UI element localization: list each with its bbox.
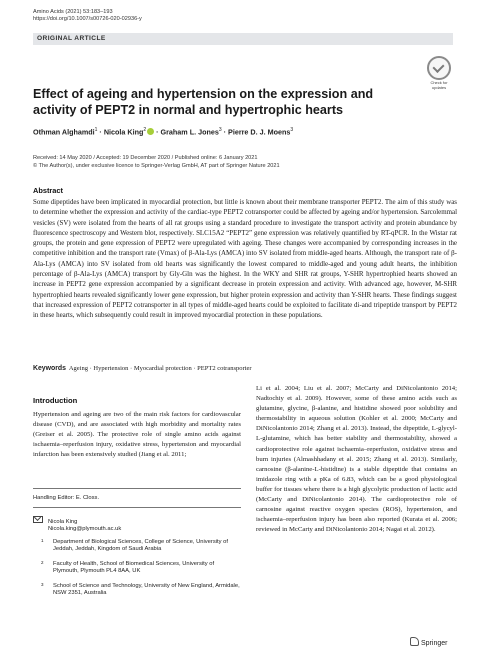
mail-icon bbox=[33, 516, 43, 523]
affiliation-item bbox=[33, 539, 241, 554]
introduction-heading: Introduction bbox=[33, 396, 78, 405]
affiliation-number: 2 bbox=[41, 560, 44, 565]
badge-line1: Check for bbox=[430, 80, 448, 85]
footnote-divider bbox=[33, 507, 241, 508]
journal-name-line: Amino Acids (2021) 53:183–193 bbox=[33, 9, 113, 15]
doi-link[interactable]: https://doi.org/10.1007/s00726-020-02936-y bbox=[33, 16, 142, 22]
introduction-right-column: Li et al. 2004; Liu et al. 2007; McCarty and DiNicolantonio 2014; Nadtochiy et al. 2009). However, some of these amino acids such as glutamine, glycine, β-alanine, and histidine showed poor solubility and thermostability in aqueous solution (Kohler et al. 2000; McCarty and DiNicolantonio 2014; Zhang et al. 2013). Instead, the dipeptide, L-glycyl-L-glutamine, which has better stability and thermostability, showed a cardioprotective role against ischaemia–reperfusion, oxidative stress and burn injuries (Almashhadany et al. 2015; Zhang et al. 2013). Similarly, carnosine (β-alanine-L-histidine) is a stable dipeptide that contains an imidazole ring with a pKa of 6.83, which can be a good physiological buffer for tissues where there is a high glycolytic production of lactic acid (McCarty and DiNicolantonio 2014). The cardioprotective role of carnosine against reactive oxygen species (ROS), hypertension, and ischaemia–reperfusion injury has been also reported (Kurata et al. 2006; reviewed in McCarty and DiNicolantonio 2014; Nagai et al. 2012). bbox=[256, 385, 457, 534]
check-updates-icon bbox=[427, 56, 451, 80]
journal-header bbox=[33, 9, 142, 23]
affiliation-number: 3 bbox=[41, 582, 44, 587]
footnote-divider bbox=[33, 488, 241, 489]
article-type-label: ORIGINAL ARTICLE bbox=[37, 35, 106, 42]
author-affiliation-sup: 1 bbox=[94, 127, 98, 133]
keywords bbox=[33, 365, 457, 372]
publication-dates bbox=[33, 155, 280, 170]
author-name[interactable]: Pierre D. J. Moens bbox=[228, 127, 291, 137]
affiliation-item bbox=[33, 561, 241, 576]
author-name[interactable]: Nicola King bbox=[103, 127, 144, 137]
author-affiliation-sup: 3 bbox=[290, 127, 294, 133]
publisher-logo bbox=[410, 637, 447, 647]
author-name[interactable]: Othman Alghamdi bbox=[33, 127, 95, 137]
handling-editor: Handling Editor: E. Closs. bbox=[33, 495, 100, 501]
abstract-text: Some dipeptides have been implicated in myocardial protection, but little is known about their membrane transporter PEPT2. The aim of this study was to determine whether the expression and activity of the cardiac-type PEPT2 cotransporter could be affected by ageing and/or hypertension. Sarcolemmal vesicles (SV) were isolated from the hearts of all rat groups using a standard procedure to investigate the transport activity and protein abundance by fluorescence spectroscopy and Western blot, respectively. SLC15A2 “PEPT2” gene expression was relatively quantified by RT-qPCR. In the Wistar rat groups, the protein and gene expression of PEPT2 were upregulated with ageing. These changes were accompanied by corresponding increases in the competitive inhibition and the transport rate (Vmax) of β-Ala-Lys (AMCA) into SV isolated from middle-aged hearts. Although, the transport rate of β-Ala-Lys (AMCA) into SV isolated from old hearts was significantly the lowest compared to middle-aged and young adult hearts, the inhibition percentage of β-Ala-Lys (AMCA) transport by Gly-Gln was the highest. In the WKY and SHR rat groups, Y-SHR hypertrophied hearts showed an increase in PEPT2 gene expression accompanied by a significant decrease in protein expression and activity. With advanced age, however, M-SHR hypertrophied hearts revealed significantly lower gene expression, but higher protein expression and activity than Y-SHR hearts. These findings suggest that increased expression of PEPT2 cotransporter in all types of middle-aged hearts could be exploited to facilitate di-and tripeptide transport by PEPT2 in these hearts, which subsequently could result in improved myocardial protection in these populations. bbox=[33, 198, 457, 320]
author-affiliation-sup: 3 bbox=[218, 127, 222, 133]
keywords-label: Keywords bbox=[33, 365, 66, 372]
springer-horse-icon bbox=[410, 637, 419, 646]
author-affiliation-sup: 2 bbox=[143, 127, 147, 133]
orcid-icon[interactable] bbox=[147, 128, 154, 135]
affiliation-text: Department of Biological Sciences, College of Science, University of Jeddah, Jeddah, Kingdom of Saudi Arabia bbox=[53, 539, 228, 553]
publisher-name: Springer bbox=[421, 640, 448, 647]
corresponding-name: Nicola King bbox=[48, 519, 78, 525]
affiliation-text: School of Science and Technology, University of New England, Armidale, NSW 2351, Australia bbox=[53, 583, 240, 597]
corresponding-email[interactable]: Nicola.king@plymouth.ac.uk bbox=[48, 526, 122, 533]
affiliation-item bbox=[33, 583, 241, 598]
check-for-updates-badge[interactable] bbox=[424, 56, 454, 88]
article-title: Effect of ageing and hypertension on the expression and activity of PEPT2 in normal and hypertrophic hearts bbox=[33, 87, 374, 117]
author-name[interactable]: Graham L. Jones bbox=[160, 127, 219, 137]
author-list: Othman Alghamdi$^1$ · Nicola King$^2$ · Graham L. Jones$^3$ · Pierre D. J. Moens$^3$ bbox=[33, 127, 294, 137]
introduction-left-column: Hypertension and ageing are two of the main risk factors for cardiovascular disease (CVD), and are associated with high morbidity and mortality rates (Greiser et al. 2005). The protective role of single amino acids against ischaemia–reperfusion injury, oxidative stress, hypertension and myocardial infarction has been extensively studied (Jiang et al. 2011; bbox=[33, 411, 241, 459]
badge-line2: updates bbox=[431, 84, 447, 90]
affiliation-text: Faculty of Health, School of Biomedical Sciences, University of Plymouth, Plymouth PL4 8AA, UK bbox=[53, 561, 215, 575]
article-type-band bbox=[33, 33, 453, 45]
copyright-line: © The Author(s), under exclusive licence to Springer-Verlag GmbH, AT part of Springer Nature 2021 bbox=[33, 162, 280, 169]
dates-line: Received: 14 May 2020 / Accepted: 19 December 2020 / Published online: 6 January 2021 bbox=[33, 155, 258, 161]
affiliation-number: 1 bbox=[41, 538, 44, 543]
keywords-text: Ageing · Hypertension · Myocardial protection · PEPT2 cotransporter bbox=[68, 365, 252, 372]
corresponding-author bbox=[33, 516, 121, 534]
abstract-heading: Abstract bbox=[33, 186, 63, 195]
